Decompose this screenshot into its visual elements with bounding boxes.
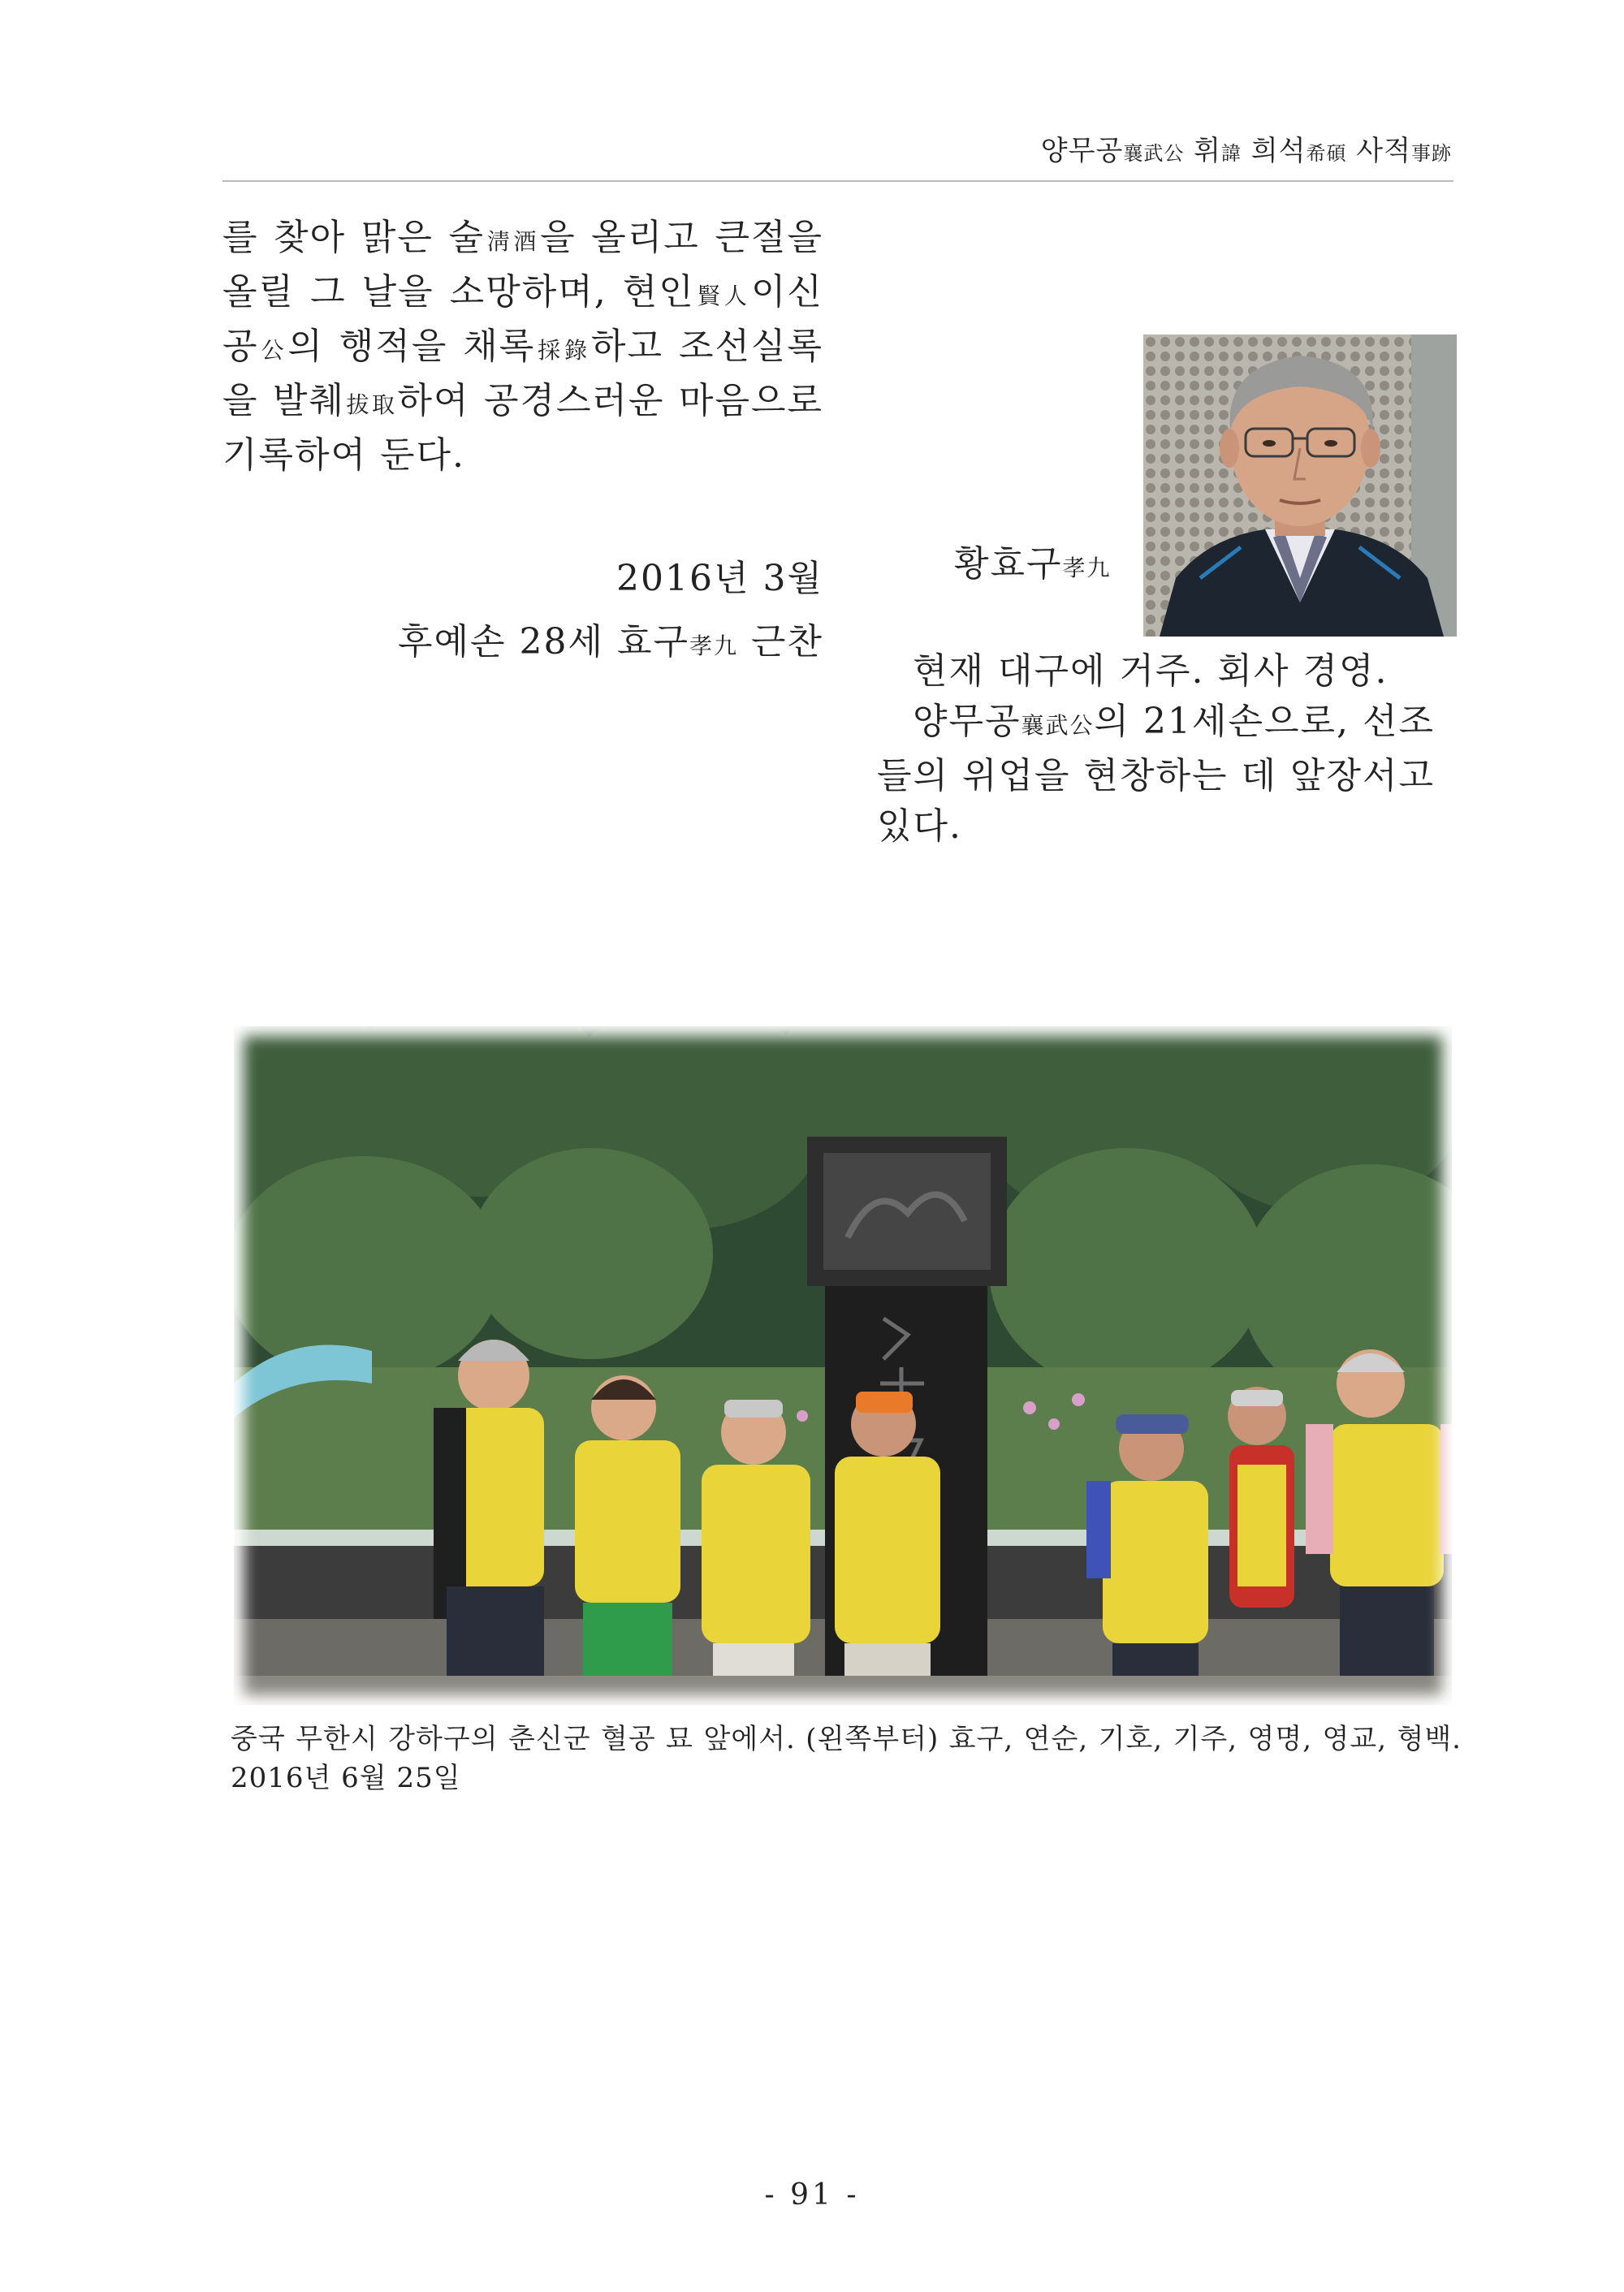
hanja-run: 公: [258, 337, 288, 364]
author-signature: [222, 617, 823, 671]
left-body-text: [222, 213, 823, 481]
running-head-hanja: 希碩: [1306, 142, 1347, 165]
hanja-run: 襄武公: [1021, 712, 1095, 739]
running-head-hanja: 事跡: [1411, 142, 1452, 165]
bio-line: 현재 대구에 거주. 회사 경영.: [913, 650, 1389, 692]
text-run: 의 행적을 채록: [287, 326, 536, 367]
portrait-image: [1143, 335, 1457, 637]
running-head-hanja: 諱: [1221, 142, 1242, 165]
hanja-run: 採錄: [535, 337, 592, 364]
header-divider: [222, 180, 1453, 182]
text-run: 의 21세손으로, 선조들의 위업을 현창하는 데 앞장서고 있다.: [877, 701, 1436, 847]
running-head: [1041, 128, 1452, 168]
hanja-run: 孝九: [689, 632, 738, 659]
bio-text: [877, 646, 1462, 852]
portrait-caption: [954, 534, 1112, 586]
text-run: 양무공: [913, 701, 1021, 742]
running-head-text: 양무공: [1040, 135, 1124, 167]
hanja-run: 拔取: [345, 391, 398, 418]
portrait-photo: [1143, 335, 1457, 637]
text-run: 황효구: [954, 543, 1063, 585]
date-line: 2016년 3월: [616, 558, 823, 599]
group-photo: [234, 1026, 1452, 1705]
text-run: 이신 공: [222, 271, 823, 367]
text-run: 를 찾아 맑은 술: [222, 217, 486, 258]
running-head-text: 사적: [1346, 135, 1411, 167]
text-run: 하여 공경스러운 마음으로 기록하여 둔다.: [222, 380, 824, 476]
running-head-hanja: 襄武公: [1123, 142, 1185, 165]
hanja-run: 淸酒: [485, 228, 541, 255]
text-run: 근찬: [738, 621, 823, 663]
page-number: - 91 -: [764, 2178, 860, 2212]
text-run: 하고 조선실록을 발췌: [222, 326, 823, 421]
left-paragraph: [222, 213, 823, 481]
text-run: 후예손 28세 효구: [398, 621, 689, 663]
running-head-text: 희석: [1242, 135, 1307, 167]
text-run: 을 올리고 큰절을 올릴 그 날을 소망하며, 현인: [222, 217, 823, 313]
group-photo-image: [234, 1026, 1452, 1705]
bio-paragraph: [877, 697, 1462, 852]
group-photo-caption: 중국 무한시 강하구의 춘신군 혈공 묘 앞에서. (왼쪽부터) 효구, 연순, 기호, 기주, 영명, 영교, 형백. 2016년 6월 25일: [231, 1723, 1462, 1794]
hanja-run: 賢人: [694, 283, 751, 309]
running-head-text: 휘: [1184, 135, 1221, 167]
hanja-run: 孝九: [1062, 555, 1112, 581]
